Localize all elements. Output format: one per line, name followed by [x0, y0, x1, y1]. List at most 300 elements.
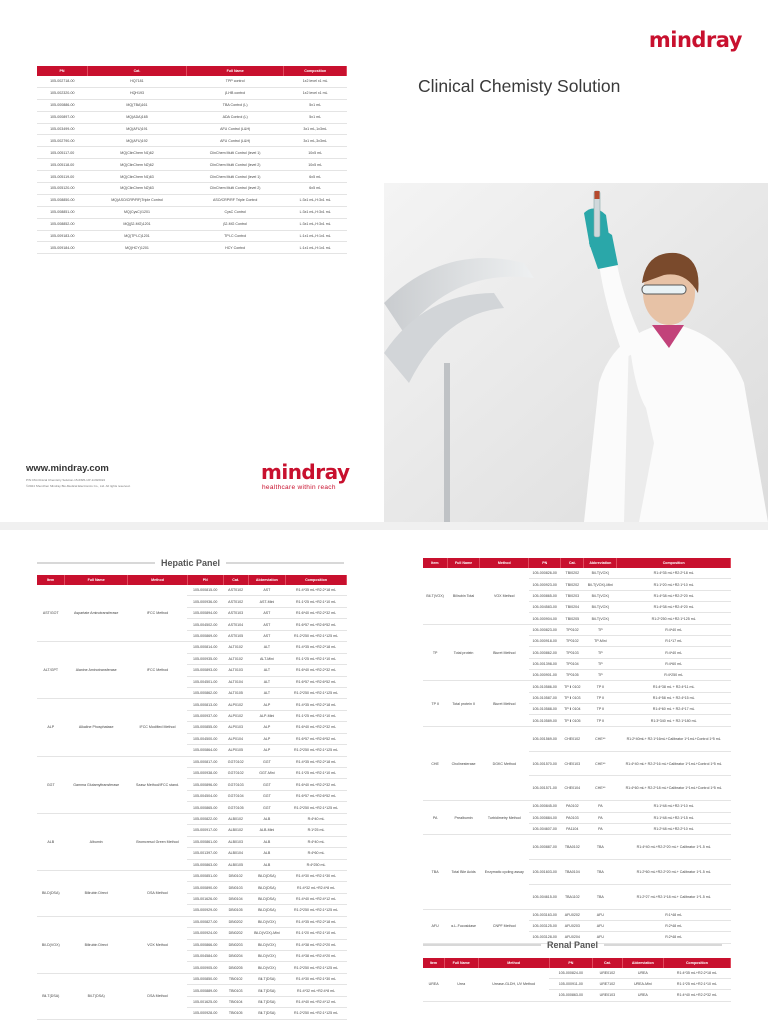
cat-cell: GGT0105	[223, 802, 248, 813]
table-cell: MQ(TBA)161	[88, 99, 187, 111]
abbreviation-cell: TP Ⅱ	[584, 681, 617, 692]
table-cell: 10x5 mL	[284, 159, 347, 171]
composition-cell: R1:4*40 mL+R2:4*12 mL	[286, 893, 347, 904]
table-cell: β-HB control	[186, 87, 283, 99]
abbreviation-cell: ALT	[248, 676, 285, 687]
composition-cell: R1:4*40 mL+ R2:2*16 mL+Calibrator 1*1mL+Control 1*5 mL	[617, 751, 731, 776]
abbreviation-cell: AFU	[584, 909, 617, 920]
table-cell: 105-005118-00	[37, 159, 88, 171]
composition-cell: R:4*40 mL	[286, 813, 347, 824]
table-row	[37, 870, 347, 881]
composition-cell: R1:2*250 mL+R2:1*125 mL	[286, 630, 347, 641]
composition-cell: R1:2*250 mL+R2:1*125 mL	[286, 962, 347, 973]
column-header: Cat.	[223, 575, 248, 585]
method-cell: Szasz Method/IFCC stand.	[128, 756, 187, 813]
pn-cell: 105-000824-00	[549, 968, 592, 979]
full-name-cell: Total protein	[447, 624, 480, 681]
table-row	[37, 111, 347, 123]
pn-cell: 105-001570-00	[529, 751, 561, 776]
pn-cell: 105-000935-00	[187, 653, 223, 664]
cat-cell: AST0104	[223, 619, 248, 630]
table-cell: 105-002718-00	[37, 76, 88, 87]
abbreviation-cell: ALT	[248, 687, 285, 698]
composition-cell: R1:3*340 mL + R2:1*180 mL	[617, 715, 731, 726]
abbreviation-cell: UREA	[622, 968, 663, 979]
controls-table	[37, 66, 347, 254]
item-cell: Bil-T(DSA)	[37, 973, 65, 1019]
table-cell: ASO/CRP/RF Triple Control	[186, 194, 283, 206]
column-header: Full Name	[186, 66, 283, 76]
pn-cell: 105-000893-00	[187, 665, 223, 676]
pn-cell: 105-000815-00	[187, 585, 223, 596]
cat-cell: ALT0102	[223, 653, 248, 664]
composition-cell: R:4*40 mL	[617, 624, 731, 635]
composition-cell: R1:2*250 mL+R2:1*125 mL	[617, 613, 731, 624]
abbreviation-cell: TP Ⅱ	[584, 692, 617, 703]
abbreviation-cell: Bil-T(DSA)	[248, 985, 285, 996]
cat-cell: ALT0103	[223, 665, 248, 676]
table-cell: 5x1 mL	[284, 99, 347, 111]
table-cell: HQ7181	[88, 76, 187, 87]
cat-cell: AFU0204	[561, 932, 584, 943]
renal-panel-title: Renal Panel	[547, 940, 599, 950]
table-cell: TBA Control (L)	[186, 99, 283, 111]
abbreviation-cell: CHE**	[584, 776, 617, 801]
cat-cell: TBI0104	[223, 996, 248, 1007]
composition-cell: R1:6*57 mL+R2:6*52 mL	[286, 619, 347, 630]
pn-cell: 105-000869-00	[187, 630, 223, 641]
abbreviation-cell: ALT	[248, 642, 285, 653]
cat-cell: TBI0205	[561, 613, 584, 624]
cat-cell: TP Ⅱ 0105	[561, 715, 584, 726]
column-header: Full Name	[447, 558, 480, 568]
item-cell: CHE	[423, 726, 447, 800]
composition-cell: R1:4*58 mL + R2:4*15 mL	[617, 692, 731, 703]
method-cell: IFCC Method	[128, 585, 187, 642]
table-row	[423, 835, 731, 860]
table-cell: ADA Control (L)	[186, 111, 283, 123]
composition-cell: R1:4*30 mL+R2:1*30 mL	[286, 870, 347, 881]
table-cell: MQ(ClinChem N2)63	[88, 183, 187, 195]
table-row	[37, 194, 347, 206]
heading-rule-right	[604, 944, 722, 946]
abbreviation-cell: ALP	[248, 745, 285, 756]
abbreviation-cell: ALB	[248, 813, 285, 824]
abbreviation-cell: PA	[584, 801, 617, 812]
composition-cell: R1:6*40 mL+R2:2*32 mL	[286, 779, 347, 790]
table-cell: MQ(AFU)192	[88, 135, 187, 147]
composition-cell: R1:6*57 mL+R2:6*52 mL	[286, 676, 347, 687]
abbreviation-cell: ALT	[248, 665, 285, 676]
table-cell: 105-002320-00	[37, 87, 88, 99]
table-row	[37, 159, 347, 171]
abbreviation-cell: ALB	[248, 848, 285, 859]
table-row	[37, 756, 347, 767]
pn-cell: 105-000929-00	[187, 905, 223, 916]
cat-cell: ALT0105	[223, 687, 248, 698]
table-cell: MQ(CysC)/1201	[88, 206, 187, 218]
table-row	[37, 206, 347, 218]
pn-cell: 105-004504-00	[187, 790, 223, 801]
pn-cell: 105-001571-00	[529, 776, 561, 801]
column-header: Full Name	[65, 575, 128, 585]
cat-cell: ALT0102	[223, 642, 248, 653]
abbreviation-cell: Bil-T(DSA)	[248, 1008, 285, 1019]
cat-cell: ALP0102	[223, 710, 248, 721]
pn-cell: 105-000901-00	[529, 670, 561, 681]
cat-cell: CHE0104	[561, 776, 584, 801]
table-cell: 5x1 mL	[284, 111, 347, 123]
heading-rule-left	[423, 944, 541, 946]
cat-cell: DBI0105	[223, 905, 248, 916]
column-header: Composition	[663, 958, 730, 968]
table-cell: 105-005120-00	[37, 183, 88, 195]
cat-cell: TBI0202	[561, 568, 584, 579]
cat-cell: DBI0102	[223, 870, 248, 881]
composition-cell: R1:4*35 mL+R2:2*18 mL	[286, 642, 347, 653]
pn-cell: 105-000937-00	[187, 710, 223, 721]
table-cell: MQ(ADA)165	[88, 111, 187, 123]
abbreviation-cell: Bil-T(VOX)	[584, 568, 617, 579]
brand-tagline: healthcare within reach	[262, 484, 336, 491]
composition-cell: R1:2*250 mL+R2:1*125 mL	[286, 802, 347, 813]
table-row	[423, 726, 731, 751]
composition-cell: R1:4*35 mL+R2:2*18 mL	[286, 585, 347, 596]
cat-cell: TP0103	[561, 647, 584, 658]
pn-cell: 105-000863-00	[549, 990, 592, 1001]
pn-cell: 105-000923-00	[529, 579, 561, 590]
abbreviation-cell: Bil-D(VOX)	[248, 951, 285, 962]
pn-cell: 105-000826-00	[529, 568, 561, 579]
full-name-cell: Aspartate Aminotransferase	[65, 585, 128, 642]
table-row	[37, 916, 347, 927]
pn-cell: 105-000894-00	[187, 607, 223, 618]
pn-cell: 105-000855-00	[187, 722, 223, 733]
pn-cell: 105-000889-00	[187, 985, 223, 996]
composition-cell: R1:4*38 mL+R2:2*20 mL	[617, 590, 731, 601]
full-name-cell: Prealbumin	[447, 801, 480, 835]
cat-cell: TBI0105	[223, 1008, 248, 1019]
website-url[interactable]: www.mindray.com	[26, 463, 109, 474]
abbreviation-cell: ALB-Mini	[248, 825, 285, 836]
pn-cell: 105-003128-00	[529, 932, 561, 943]
column-header: Item	[37, 575, 65, 585]
abbreviation-cell: GGT	[248, 802, 285, 813]
cat-cell: ALB0103	[223, 836, 248, 847]
pn-cell: 105-000814-00	[187, 642, 223, 653]
item-cell: Bil-D(DSA)	[37, 870, 65, 916]
composition-cell: R1:4*32 mL+R2:4*8 mL	[286, 985, 347, 996]
composition-cell: R1:1*25 mL+R2:1*10 mL	[286, 768, 347, 779]
cat-cell: URE7102	[592, 979, 622, 990]
cat-cell: AST0103	[223, 607, 248, 618]
table-cell: AFU Control (L&H)	[186, 135, 283, 147]
item-cell: ALP	[37, 699, 65, 756]
pn-cell: 105-004501-00	[187, 676, 223, 687]
table-row	[423, 568, 731, 579]
cat-cell: DBI0202	[223, 928, 248, 939]
column-header: Abbreviation	[248, 575, 285, 585]
item-cell: TBA	[423, 835, 447, 909]
table-cell: L:1x1 mL,H:1x1 mL	[284, 230, 347, 242]
pn-cell: 105-001398-00	[529, 658, 561, 669]
item-cell: Bil-T(VOX)	[423, 568, 447, 624]
table-cell: L:3x1 mL,H:3x1 mL	[284, 194, 347, 206]
pn-cell: 105-004583-00	[529, 602, 561, 613]
abbreviation-cell: AFU	[584, 932, 617, 943]
pn-cell: 105-003125-00	[529, 920, 561, 931]
composition-cell: R1:6*57 mL+R2:6*52 mL	[286, 790, 347, 801]
cat-cell: DBI0204	[223, 951, 248, 962]
pn-cell: 105-000905-00	[187, 962, 223, 973]
pn-cell: 105-000911-00	[549, 979, 592, 990]
pn-cell: 105-000887-00	[529, 835, 561, 860]
composition-cell: R1:2*27 mL+R2:1*18 mL+ Calibrator 1*1.5 mL	[617, 884, 731, 909]
composition-cell: R1:2*250 mL+R2:1*125 mL	[286, 905, 347, 916]
abbreviation-cell: ALB	[248, 836, 285, 847]
fine-print-copyright: ©2024 Shenzhen Mindray Bio-Medical Electronics Co., Ltd. All rights reserved.	[26, 484, 131, 488]
cat-cell: TP Ⅱ 0103	[561, 692, 584, 703]
cat-cell: DBI0203	[223, 939, 248, 950]
composition-cell: R1:1*25 mL+R2:1*10 mL	[286, 596, 347, 607]
composition-cell: R1:6*40 mL+R2:2*32 mL	[286, 722, 347, 733]
table-cell: MQ(ClinChem N1)62	[88, 147, 187, 159]
composition-cell: R1:4*40 mL+R2:2*20 mL+ Calibrator 1*1.5 mL	[617, 835, 731, 860]
pn-cell: 105-010588-00	[529, 704, 561, 715]
composition-cell: R:2*48 mL	[617, 932, 731, 943]
full-name-cell: Alkaline Phosphatase	[65, 699, 128, 756]
composition-cell: R:1*17 mL	[617, 636, 731, 647]
pn-cell: 105-000823-00	[529, 624, 561, 635]
abbreviation-cell: TP Ⅱ	[584, 704, 617, 715]
abbreviation-cell: AFU	[584, 920, 617, 931]
cat-cell: AFU0203	[561, 920, 584, 931]
composition-cell: R1:2*48 mL+R2:2*10 mL	[617, 823, 731, 834]
cat-cell: TP0102	[561, 636, 584, 647]
full-name-cell: Total Bile Acids	[447, 835, 480, 909]
table-cell: 105-003499-00	[37, 123, 88, 135]
cat-cell: DBI0104	[223, 893, 248, 904]
pn-cell: 105-000928-00	[187, 1008, 223, 1019]
composition-cell: R1:1*25 mL+R2:1*10 mL	[286, 710, 347, 721]
abbreviation-cell: AST	[248, 607, 285, 618]
method-cell: CNPF Method	[480, 909, 529, 943]
pn-cell: 105-000851-00	[187, 870, 223, 881]
item-cell: ALT/GPT	[37, 642, 65, 699]
full-name-cell: Urea	[444, 968, 478, 1001]
heading-rule-left	[37, 562, 155, 564]
column-header: Cat.	[592, 958, 622, 968]
abbreviation-cell: AST	[248, 585, 285, 596]
abbreviation-cell: TBA	[584, 835, 617, 860]
cat-cell: TBI0203	[561, 590, 584, 601]
abbreviation-cell: Bil-D(VOX)-Mini	[248, 928, 285, 939]
method-cell: IFCC Modified Method	[128, 699, 187, 756]
full-name-cell: Alanine Aminotransferase	[65, 642, 128, 699]
column-header: PN	[187, 575, 223, 585]
item-cell: GGT	[37, 756, 65, 813]
abbreviation-cell: AST	[248, 630, 285, 641]
pn-cell: 105-010589-00	[529, 715, 561, 726]
method-cell: VOX Method	[128, 916, 187, 973]
composition-cell: R1:1*20 mL+R2:1*10 mL	[617, 579, 731, 590]
composition-cell: R1:1*20 mL+R2:1*10 mL	[286, 928, 347, 939]
composition-cell: R1:4*40 mL+R2:4*12 mL	[286, 996, 347, 1007]
abbreviation-cell: TP	[584, 647, 617, 658]
item-cell: AST/GOT	[37, 585, 65, 642]
hepatic-panel-heading	[37, 558, 344, 568]
table-row	[423, 681, 731, 692]
abbreviation-cell: UREA-Mini	[622, 979, 663, 990]
pn-cell: 105-000904-00	[529, 613, 561, 624]
abbreviation-cell: GGT	[248, 779, 285, 790]
column-header: Item	[423, 958, 444, 968]
abbreviation-cell: ALB	[248, 859, 285, 870]
abbreviation-cell: AST-Mini	[248, 596, 285, 607]
column-header: Method	[480, 558, 529, 568]
composition-cell: R1:4*38 mL + R2:4*11 mL	[617, 681, 731, 692]
cat-cell: TBI0103	[223, 985, 248, 996]
table-row	[423, 624, 731, 635]
cat-cell: ALT0104	[223, 676, 248, 687]
pn-cell: 105-000813-00	[187, 699, 223, 710]
table-row	[37, 123, 347, 135]
item-cell: Bil-D(VOX)	[37, 916, 65, 973]
table-cell: 105-002790-00	[37, 135, 88, 147]
abbreviation-cell: AST	[248, 619, 285, 630]
abbreviation-cell: Bil-T(VOX)	[584, 602, 617, 613]
table-cell: 3x1 mL,3x3mL	[284, 135, 347, 147]
abbreviation-cell: GGT	[248, 756, 285, 767]
abbreviation-cell: TP	[584, 658, 617, 669]
pn-cell: 105-000865-00	[529, 590, 561, 601]
hepatic-panel-table	[37, 575, 347, 1020]
cat-cell: URE0102	[592, 968, 622, 979]
table-row	[37, 218, 347, 230]
abbreviation-cell: Bil-T(DSA)	[248, 973, 285, 984]
column-header: Item	[423, 558, 447, 568]
mindray-logo-footer: mindray	[261, 460, 350, 484]
table-cell: 105-000897-00	[37, 111, 88, 123]
table-row	[37, 183, 347, 195]
pn-cell: 105-001626-00	[187, 893, 223, 904]
composition-cell: R1:6*57 mL+R2:6*52 mL	[286, 733, 347, 744]
table-cell: ClinChem Multi Control (level 1)	[186, 147, 283, 159]
pn-cell: 105-000896-00	[187, 779, 223, 790]
table-row	[37, 813, 347, 824]
cat-cell: DBI0103	[223, 882, 248, 893]
cat-cell: TP Ⅱ 0102	[561, 681, 584, 692]
composition-cell: R1:4*38 mL+R2:4*20 mL	[286, 951, 347, 962]
abbreviation-cell: ALP	[248, 699, 285, 710]
table-cell: 105-009183-00	[37, 230, 88, 242]
full-name-cell: Bilirubin Total	[447, 568, 480, 624]
method-cell: VOX Method	[480, 568, 529, 624]
full-name-cell: Bil-T(DSA)	[65, 973, 128, 1019]
table-row	[37, 99, 347, 111]
pn-cell: 105-000864-00	[187, 745, 223, 756]
table-cell: TPI-C Control	[186, 230, 283, 242]
method-cell: Enzymatic cycling assay	[480, 835, 529, 909]
full-name-cell: Albumin	[65, 813, 128, 870]
method-cell: Urease-GLDH, UV Method	[478, 968, 549, 1001]
composition-cell: R1:4*60 mL + R2:4*17 mL	[617, 704, 731, 715]
pn-cell: 105-000850-00	[187, 973, 223, 984]
abbreviation-cell: ALP-Mini	[248, 710, 285, 721]
abbreviation-cell: Bil-T(VOX)	[584, 613, 617, 624]
table-row	[37, 699, 347, 710]
abbreviation-cell: Bil-D(VOX)	[248, 939, 285, 950]
column-header: PN	[37, 66, 88, 76]
table-cell: MQ(β2-MG)1201	[88, 218, 187, 230]
table-cell: 105-005117-00	[37, 147, 88, 159]
abbreviation-cell: UREA	[622, 990, 663, 1001]
cat-cell: TBA1102	[561, 884, 584, 909]
table-cell: CysC Control	[186, 206, 283, 218]
pn-cell: 105-000861-00	[187, 836, 223, 847]
pn-cell: 105-010587-00	[529, 692, 561, 703]
table-cell: HCY Control	[186, 242, 283, 254]
composition-cell: R1:1*48 mL+R2:1*15 mL	[617, 812, 731, 823]
table-cell: TPP control	[186, 76, 283, 87]
column-header: Cat.	[88, 66, 187, 76]
cat-cell: ALP0103	[223, 722, 248, 733]
table-cell: MQ(AFU)191	[88, 123, 187, 135]
table-cell: 105-008852-00	[37, 218, 88, 230]
table-cell: 1x2 level x1 mL	[284, 76, 347, 87]
composition-cell: R1:2*40mL+ R2:1*16mL+Calibrator 1*1mL+Control 1*5 mL	[617, 726, 731, 751]
pn-cell: 105-003163-00	[529, 909, 561, 920]
table-cell: ClinChem Multi Control (level 2)	[186, 159, 283, 171]
pn-cell: 105-004502-00	[187, 619, 223, 630]
table-row	[37, 642, 347, 653]
table-cell: β2-MG Control	[186, 218, 283, 230]
cat-cell: ALB0105	[223, 859, 248, 870]
abbreviation-cell: Bil-T(VOX)	[584, 590, 617, 601]
pn-cell: 105-000936-00	[187, 596, 223, 607]
table-row	[37, 171, 347, 183]
cat-cell: TBI0202	[561, 579, 584, 590]
full-name-cell: Cholinesterase	[447, 726, 480, 800]
column-header: Cat.	[561, 558, 584, 568]
cat-cell: GGT0102	[223, 768, 248, 779]
table-cell: MQ(TPI-C)1201	[88, 230, 187, 242]
table-cell: HQH193	[88, 87, 187, 99]
table-row	[37, 230, 347, 242]
abbreviation-cell: TP	[584, 670, 617, 681]
cat-cell: ALP0105	[223, 745, 248, 756]
table-row	[37, 135, 347, 147]
cat-cell: AFU0202	[561, 909, 584, 920]
pn-cell: 105-004584-00	[187, 951, 223, 962]
cat-cell: TP0105	[561, 670, 584, 681]
item-cell: TP Ⅱ	[423, 681, 447, 726]
pn-cell: 105-000863-00	[187, 859, 223, 870]
cat-cell: TP0104	[561, 658, 584, 669]
column-header: Composition	[284, 66, 347, 76]
abbreviation-cell: PA	[584, 812, 617, 823]
heading-rule-right	[226, 562, 344, 564]
table-cell: 105-000886-00	[37, 99, 88, 111]
composition-cell: R:4*40 mL	[286, 836, 347, 847]
method-cell: DSA Method	[128, 870, 187, 916]
table-row	[423, 909, 731, 920]
cat-cell: PA0103	[561, 812, 584, 823]
method-cell: Bromcresol Green Method	[128, 813, 187, 870]
cat-cell: ALP0104	[223, 733, 248, 744]
abbreviation-cell: GGT-Mini	[248, 768, 285, 779]
abbreviation-cell: TBA	[584, 884, 617, 909]
